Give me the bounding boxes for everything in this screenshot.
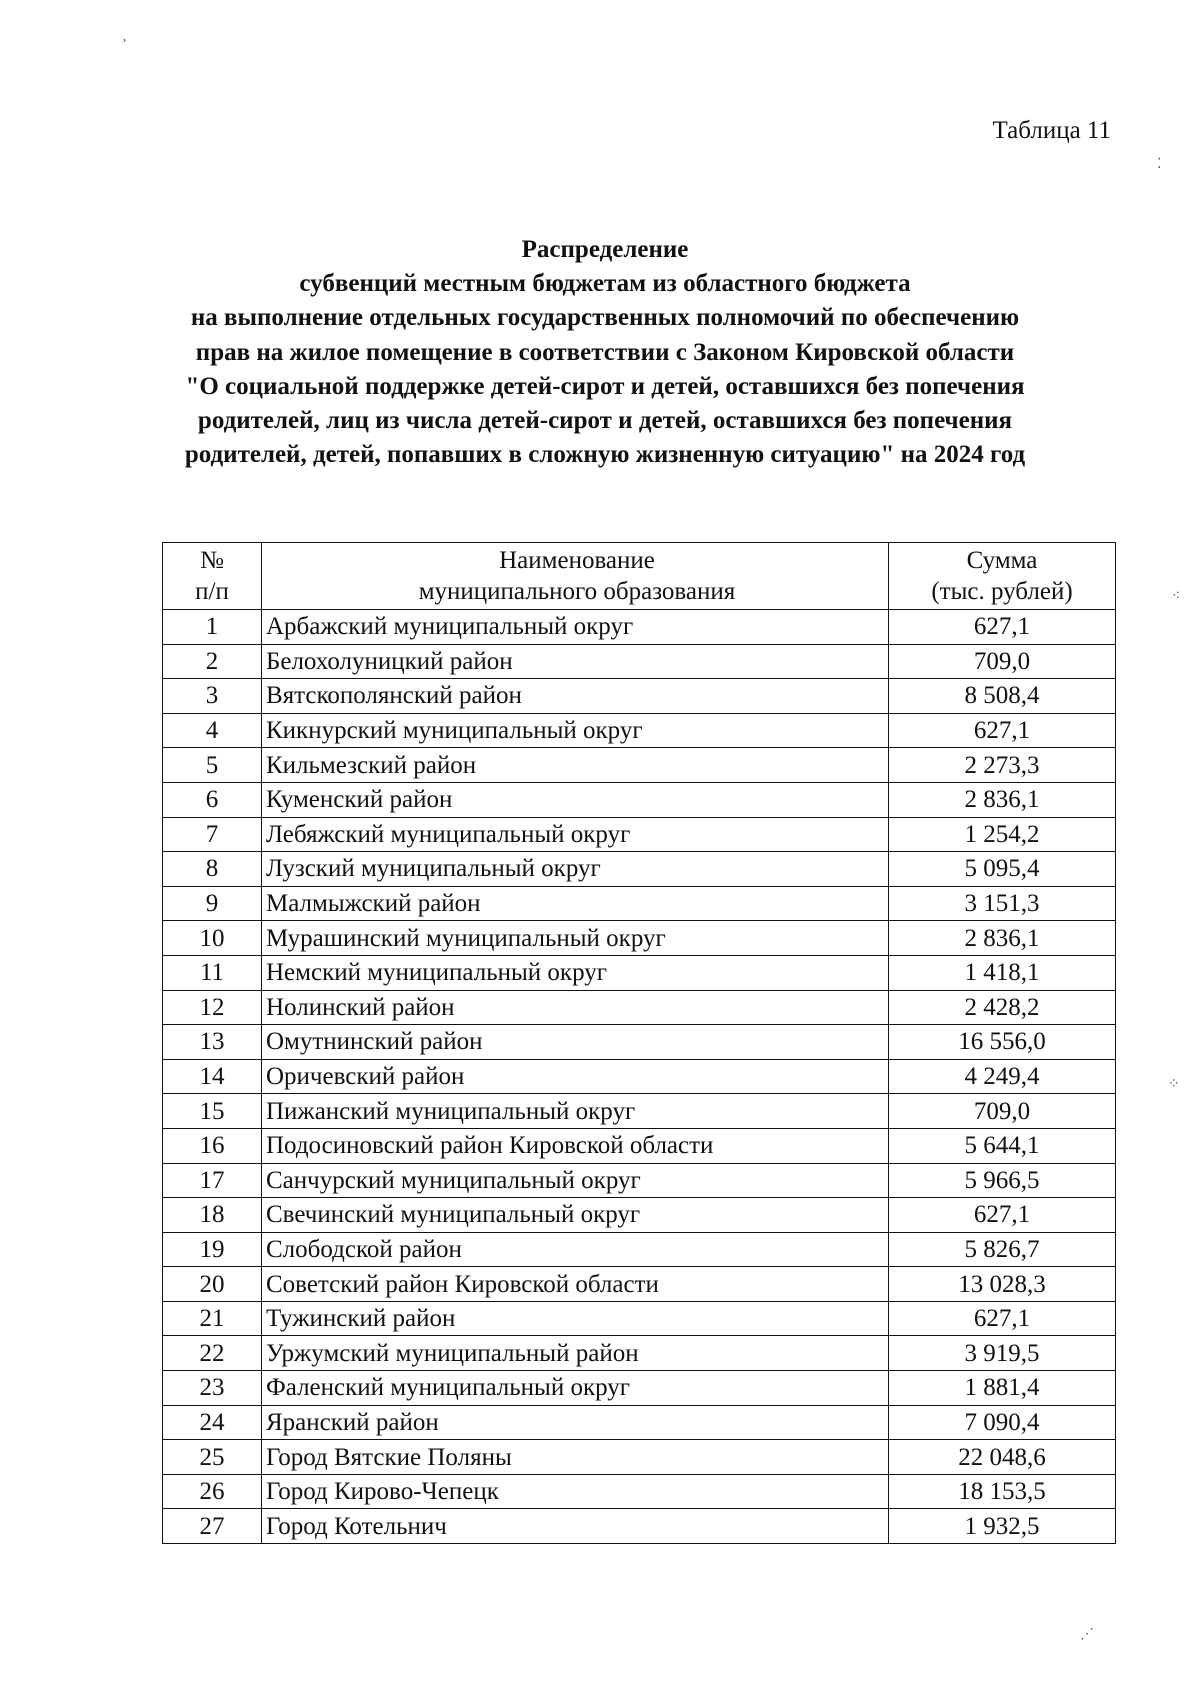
row-number: 14 — [163, 1059, 262, 1094]
header-number-line2: п/п — [195, 578, 229, 605]
row-number: 2 — [163, 644, 262, 679]
row-number: 13 — [163, 1025, 262, 1060]
table-row — [163, 713, 1116, 748]
subvention-amount: 709,0 — [889, 644, 1116, 679]
subvention-amount: 5 826,7 — [889, 1232, 1116, 1267]
table-row — [163, 1405, 1116, 1440]
municipality-name: Кильмезский район — [262, 748, 889, 783]
row-number: 10 — [163, 921, 262, 956]
row-number: 17 — [163, 1163, 262, 1198]
row-number: 11 — [163, 955, 262, 990]
table-row — [163, 782, 1116, 817]
table-row — [163, 1163, 1116, 1198]
table-row — [163, 1198, 1116, 1233]
municipality-name: Вятскополянский район — [262, 679, 889, 714]
table-row — [163, 1128, 1116, 1163]
municipality-name: Город Котельнич — [262, 1509, 889, 1544]
table-row — [163, 955, 1116, 990]
table-row — [163, 644, 1116, 679]
row-number: 27 — [163, 1509, 262, 1544]
subvention-amount: 18 153,5 — [889, 1474, 1116, 1509]
header-name-line1: Наименование — [499, 547, 655, 574]
row-number: 12 — [163, 990, 262, 1025]
table-row — [163, 1474, 1116, 1509]
subvention-amount: 22 048,6 — [889, 1440, 1116, 1475]
subvention-amount: 13 028,3 — [889, 1267, 1116, 1302]
subvention-amount: 8 508,4 — [889, 679, 1116, 714]
municipality-name: Лузский муниципальный округ — [262, 852, 889, 887]
table-body — [163, 610, 1116, 1544]
table-row — [163, 748, 1116, 783]
title-line: на выполнение отдельных государственных полномочий по обеспечению — [190, 304, 1020, 332]
municipality-name: Уржумский муниципальный район — [262, 1336, 889, 1371]
municipality-name: Тужинский район — [262, 1301, 889, 1336]
subvention-amount: 2 273,3 — [889, 748, 1116, 783]
table-row — [163, 886, 1116, 921]
table-row — [163, 990, 1116, 1025]
document-title — [150, 233, 1060, 472]
title-line: родителей, детей, попавших в сложную жизненную ситуацию" на 2024 год — [184, 441, 1026, 469]
table-row — [163, 1059, 1116, 1094]
table-row — [163, 1509, 1116, 1544]
table-row — [163, 1440, 1116, 1475]
row-number: 24 — [163, 1405, 262, 1440]
row-number: 8 — [163, 852, 262, 887]
subvention-amount: 3 919,5 — [889, 1336, 1116, 1371]
subvention-amount: 5 644,1 — [889, 1128, 1116, 1163]
subvention-amount: 2 428,2 — [889, 990, 1116, 1025]
subvention-amount: 1 932,5 — [889, 1509, 1116, 1544]
table-row — [163, 1094, 1116, 1129]
row-number: 5 — [163, 748, 262, 783]
row-number: 22 — [163, 1336, 262, 1371]
municipality-name: Оричевский район — [262, 1059, 889, 1094]
municipality-name: Советский район Кировской области — [262, 1267, 889, 1302]
row-number: 4 — [163, 713, 262, 748]
scan-speck: ʼ — [122, 37, 127, 52]
row-number: 23 — [163, 1371, 262, 1406]
row-number: 1 — [163, 610, 262, 645]
table-row — [163, 817, 1116, 852]
table-row — [163, 1232, 1116, 1267]
municipality-name: Пижанский муниципальный округ — [262, 1094, 889, 1129]
subvention-amount: 2 836,1 — [889, 921, 1116, 956]
table-header — [163, 543, 1116, 610]
title-line: прав на жилое помещение в соответствии с Законом Кировской области — [195, 338, 1015, 366]
scan-speck: ⋰ — [1080, 1627, 1094, 1642]
table-row — [163, 852, 1116, 887]
header-name-line2: муниципального образования — [418, 578, 736, 605]
municipality-name: Кикнурский муниципальный округ — [262, 713, 889, 748]
title-line: родителей, лиц из числа детей-сирот и детей, оставшихся без попечения — [197, 407, 1013, 435]
municipality-name: Малмыжский район — [262, 886, 889, 921]
subvention-amount: 5 966,5 — [889, 1163, 1116, 1198]
row-number: 25 — [163, 1440, 262, 1475]
header-sum — [889, 543, 1116, 610]
table-row — [163, 610, 1116, 645]
row-number: 6 — [163, 782, 262, 817]
row-number: 19 — [163, 1232, 262, 1267]
scan-speck: ⁖ — [1172, 589, 1181, 604]
table-row — [163, 1267, 1116, 1302]
scan-speck: ⁘ — [1168, 1077, 1180, 1092]
municipality-name: Белохолуницкий район — [262, 644, 889, 679]
row-number: 9 — [163, 886, 262, 921]
subvention-amount: 627,1 — [889, 610, 1116, 645]
title-line: субвенций местным бюджетам из областного бюджета — [299, 270, 911, 298]
row-number: 26 — [163, 1474, 262, 1509]
municipality-name: Город Вятские Поляны — [262, 1440, 889, 1475]
distribution-table — [162, 542, 1116, 1544]
header-number-line1: № — [200, 547, 224, 574]
header-row — [163, 543, 1116, 610]
municipality-name: Лебяжский муниципальный округ — [262, 817, 889, 852]
title-line: "О социальной поддержке детей-сирот и детей, оставшихся без попечения — [185, 372, 1025, 400]
table-row — [163, 1301, 1116, 1336]
municipality-name: Нолинский район — [262, 990, 889, 1025]
header-sum-line1: Сумма — [966, 547, 1038, 574]
subvention-amount: 16 556,0 — [889, 1025, 1116, 1060]
municipality-name: Слободской район — [262, 1232, 889, 1267]
header-name — [262, 543, 889, 610]
municipality-name: Свечинский муниципальный округ — [262, 1198, 889, 1233]
row-number: 18 — [163, 1198, 262, 1233]
table-row — [163, 1336, 1116, 1371]
table-row — [163, 1025, 1116, 1060]
row-number: 7 — [163, 817, 262, 852]
subvention-amount: 1 881,4 — [889, 1371, 1116, 1406]
table-row — [163, 1371, 1116, 1406]
table-row — [163, 921, 1116, 956]
municipality-name: Мурашинский муниципальный округ — [262, 921, 889, 956]
municipality-name: Куменский район — [262, 782, 889, 817]
row-number: 21 — [163, 1301, 262, 1336]
municipality-name: Подосиновский район Кировской области — [262, 1128, 889, 1163]
municipality-name: Город Кирово-Чепецк — [262, 1474, 889, 1509]
row-number: 3 — [163, 679, 262, 714]
header-sum-line2: (тыс. рублей) — [931, 578, 1073, 605]
municipality-name: Санчурский муниципальный округ — [262, 1163, 889, 1198]
subvention-amount: 709,0 — [889, 1094, 1116, 1129]
header-number — [163, 543, 262, 610]
subvention-amount: 7 090,4 — [889, 1405, 1116, 1440]
municipality-name: Арбажский муниципальный округ — [262, 610, 889, 645]
scan-speck: ⁚ — [1157, 157, 1162, 172]
subvention-amount: 1 254,2 — [889, 817, 1116, 852]
subvention-amount: 1 418,1 — [889, 955, 1116, 990]
row-number: 16 — [163, 1128, 262, 1163]
row-number: 15 — [163, 1094, 262, 1129]
subvention-amount: 627,1 — [889, 713, 1116, 748]
subvention-amount: 4 249,4 — [889, 1059, 1116, 1094]
title-line: Распределение — [521, 236, 689, 263]
municipality-name: Яранский район — [262, 1405, 889, 1440]
subvention-amount: 627,1 — [889, 1198, 1116, 1233]
table-row — [163, 679, 1116, 714]
table-label: Таблица 11 — [992, 117, 1111, 144]
subvention-amount: 3 151,3 — [889, 886, 1116, 921]
municipality-name: Фаленский муниципальный округ — [262, 1371, 889, 1406]
subvention-amount: 5 095,4 — [889, 852, 1116, 887]
row-number: 20 — [163, 1267, 262, 1302]
subvention-amount: 2 836,1 — [889, 782, 1116, 817]
municipality-name: Немский муниципальный округ — [262, 955, 889, 990]
municipality-name: Омутнинский район — [262, 1025, 889, 1060]
subvention-amount: 627,1 — [889, 1301, 1116, 1336]
